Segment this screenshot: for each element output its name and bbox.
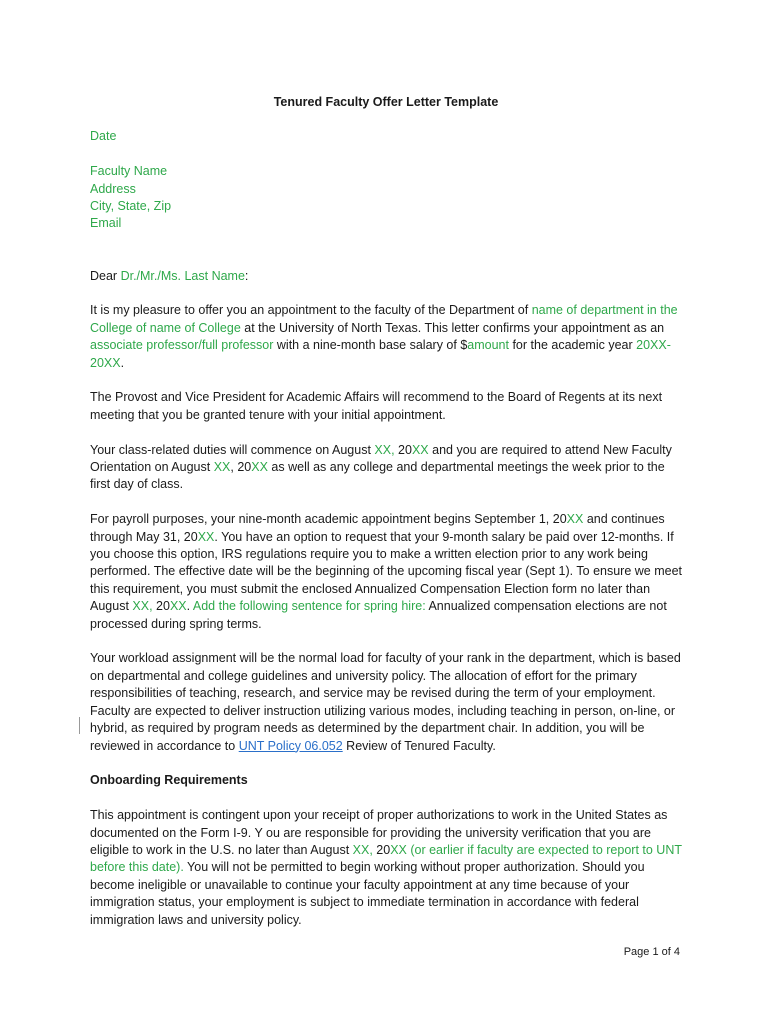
revision-margin-mark bbox=[79, 717, 80, 734]
faculty-city-state-zip: City, State, Zip bbox=[90, 199, 172, 214]
date-placeholder: Date bbox=[90, 129, 117, 144]
faculty-address: Address bbox=[90, 181, 136, 196]
paragraph-duties: Your class-related duties will commence on August XX, 20XX and you are required to attend New Faculty Orientation on August XX, 20XX as well as any college and departmental meetings the week prior to the first day of class. bbox=[90, 442, 672, 492]
faculty-name: Faculty Name bbox=[90, 164, 168, 179]
greeting-prefix: Dear bbox=[90, 268, 121, 283]
date-block bbox=[90, 128, 682, 145]
greeting-name: Dr./Mr./Ms. Last Name bbox=[120, 268, 245, 283]
greeting bbox=[90, 268, 682, 285]
page-number: Page 1 of 4 bbox=[623, 946, 680, 958]
paragraph-workload: Your workload assignment will be the normal load for faculty of your rank in the department, which is based on departmental and college guidelines and university policy. The allocation of effort for the primary responsibilities of teaching, research, and service may be revised during the term of your employment. Faculty are expected to deliver instruction utilizing various modes, including teaching in person, on-line, or hybrid, as required by program needs as determined by the department chair. In addition, you will be reviewed in accordance to UNT Policy 06.052 Review of Tenured Faculty. bbox=[90, 651, 681, 753]
faculty-email: Email bbox=[90, 216, 122, 231]
paragraph-appointment: It is my pleasure to offer you an appointment to the faculty of the Department of name of department in the College of name of College at the University of North Texas. This letter confirms your appointment as an associate professor/full professor with a nine-month base salary of $amount for the academic year 20XX-20XX. bbox=[90, 303, 678, 370]
onboarding-heading: Onboarding Requirements bbox=[90, 773, 248, 788]
address-block bbox=[90, 163, 682, 233]
document-title: Tenured Faculty Offer Letter Template bbox=[273, 95, 499, 109]
letter-body bbox=[90, 94, 682, 946]
paragraph-payroll: For payroll purposes, your nine-month academic appointment begins September 1, 20XX and continues through May 31, 20XX. You have an option to request that your 9-month salary be paid over 12-months. If you choose this option, IRS regulations require you to make a written election prior to any work being performed. The effective date will be the beginning of the upcoming fiscal year (Sept 1). To ensure we meet this requirement, you must submit the enclosed Annualized Compensation Election form no later than August XX, 20XX. Add the following sentence for spring hire: Annualized compensation elections are not processed during spring terms. bbox=[90, 512, 683, 631]
paragraph-tenure: The Provost and Vice President for Academic Affairs will recommend to the Board of Regents at its next meeting that you be granted tenure with your initial appointment. bbox=[90, 390, 663, 422]
greeting-suffix: : bbox=[244, 268, 249, 283]
unt-policy-link[interactable]: UNT Policy 06.052 bbox=[238, 738, 343, 753]
paragraph-onboarding: This appointment is contingent upon your receipt of proper authorizations to work in the United States as documented on the Form I-9. Y ou are responsible for providing the university verification that you are eligible to work in the U.S. no later than August XX, 20XX (or earlier if faculty are expected to report to UNT before this date). You will not be permitted to begin working without proper authorization. Should you become ineligible or unavailable to continue your faculty appointment at any time because of your immigration status, your employment is subject to immediate termination in accordance with federal immigration laws and university policy. bbox=[90, 808, 682, 927]
